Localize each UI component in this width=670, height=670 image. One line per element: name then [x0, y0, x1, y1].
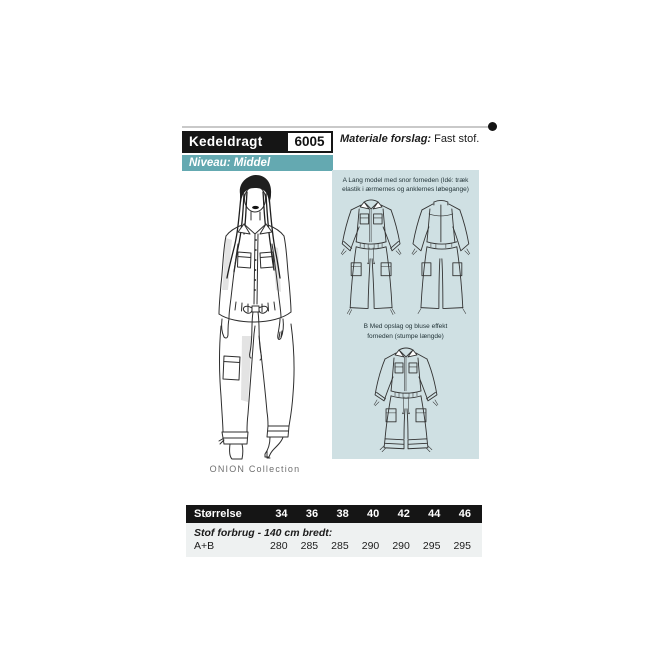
size-table-body [186, 523, 482, 557]
size-header-label: Størrelse [194, 508, 242, 520]
size-table [186, 505, 482, 557]
fabric-value: 290 [392, 540, 410, 552]
variant-b-line2: forneden (stumpe længde) [367, 332, 444, 340]
variant-b-note [336, 322, 476, 341]
variant-a-line2: elastik i ærmernes og anklernes løbegange) [342, 186, 469, 194]
material-value: Fast stof. [434, 133, 480, 145]
size-col: 42 [397, 508, 410, 520]
variant-a-line1: A Lang model med snor forneden (Idé: træk [342, 177, 469, 184]
fabric-usage-label: Stof forbrug - 140 cm bredt: [194, 527, 333, 539]
fabric-value: 280 [270, 540, 288, 552]
size-col: 36 [305, 508, 319, 520]
technical-drawing-a-front-back [335, 195, 477, 319]
fabric-value: 290 [361, 540, 380, 552]
table-row [186, 540, 482, 552]
brand-caption: ONION Collection [209, 464, 301, 474]
size-table-header [186, 505, 482, 523]
row-label: A+B [194, 540, 215, 552]
fabric-value: 285 [300, 540, 319, 552]
material-label: Materiale forslag: [340, 133, 432, 145]
size-col: 38 [336, 508, 349, 520]
variant-b-line1: B Med opslag og bluse effekt [363, 323, 448, 331]
technical-drawing-b-front [355, 343, 457, 459]
material-suggestion [340, 133, 479, 145]
size-col: 40 [367, 508, 380, 520]
technical-panel [332, 170, 479, 459]
size-col: 34 [275, 508, 288, 520]
fashion-illustration-woman [178, 172, 332, 462]
size-col: 44 [428, 508, 441, 520]
size-col: 46 [458, 508, 471, 520]
pattern-title: Kedeldragt [182, 131, 286, 153]
pattern-number: 6005 [286, 131, 333, 153]
fabric-value: 285 [331, 540, 349, 552]
header-rule [182, 126, 488, 128]
header-rule-dot [488, 122, 497, 131]
level-bar: Niveau: Middel [182, 155, 333, 171]
fabric-value: 295 [453, 540, 471, 552]
variant-a-note [336, 176, 476, 195]
fabric-value: 295 [422, 540, 441, 552]
